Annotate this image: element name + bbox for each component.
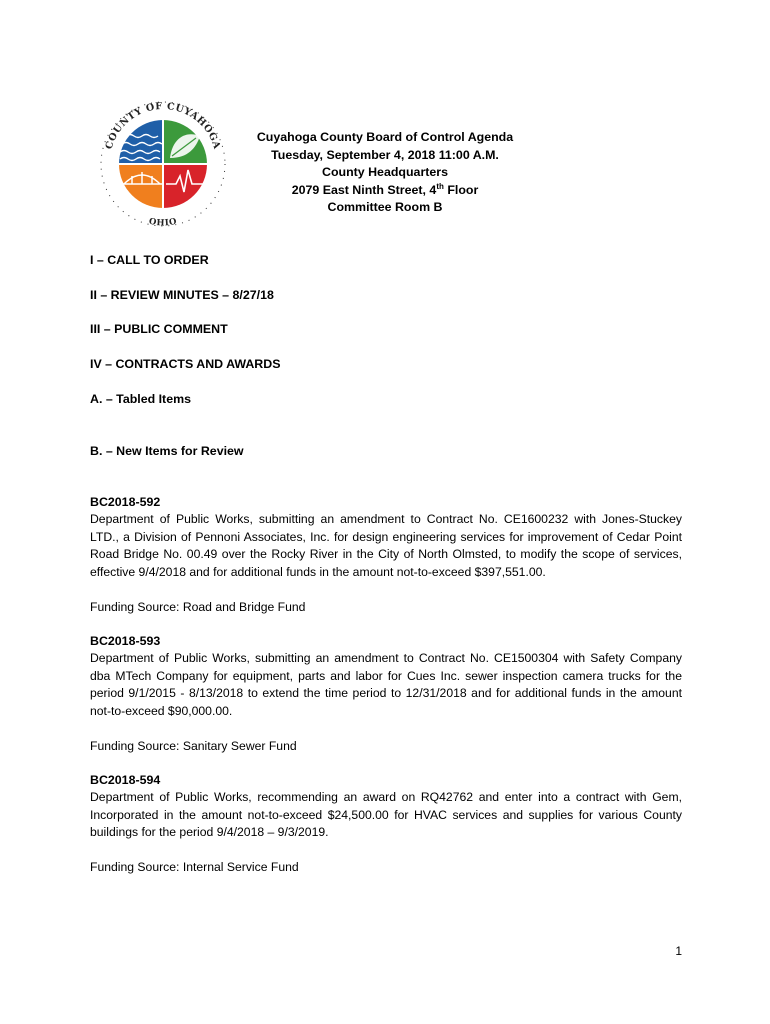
section-contracts-awards: IV – CONTRACTS AND AWARDS [90, 357, 281, 371]
page-number: 1 [675, 944, 682, 958]
agenda-header [230, 129, 540, 217]
section-new-items: B. – New Items for Review [90, 444, 244, 458]
section-public-comment: III – PUBLIC COMMENT [90, 322, 228, 336]
meeting-datetime: Tuesday, September 4, 2018 11:00 A.M. [271, 147, 499, 162]
item-id: BC2018-593 [90, 634, 161, 648]
seal-top-text: COUNTY OF CUYAHOGA [103, 100, 223, 151]
seal-bottom-text: OHIO [147, 216, 179, 229]
item-description: Department of Public Works, submitting an amendment to Contract No. CE1600232 with Jones-Stuckey LTD., a Division of Pennoni Associates, Inc. for design engineering services for improvement of Cedar Point Road Bridge No. 00.49 over the Rocky River in the City of North Olmsted, to modify the scope of services, effective 9/4/2018 and for additional funds in the amount not-to-exceed $397,551.00. [90, 512, 682, 579]
item-funding-source: Funding Source: Sanitary Sewer Fund [90, 739, 297, 753]
agenda-title: Cuyahoga County Board of Control Agenda [256, 130, 514, 144]
section-review-minutes: II – REVIEW MINUTES – 8/27/18 [90, 288, 274, 302]
item-funding-source: Funding Source: Road and Bridge Fund [90, 600, 306, 614]
section-call-to-order: I – CALL TO ORDER [90, 253, 209, 267]
item-id: BC2018-592 [90, 495, 161, 509]
section-tabled-items: A. – Tabled Items [90, 392, 191, 406]
meeting-location: County Headquarters [322, 165, 448, 180]
item-description: Department of Public Works, submitting an amendment to Contract No. CE1500304 with Safety Company dba MTech Company for equipment, parts and labor for Cues Inc. sewer inspection camera trucks for the period 9/1/2015 - 8/13/2018 to extend the time period to 12/31/2018 and for additional funds in the amount not-to-exceed $90,000.00. [90, 651, 682, 718]
county-seal-logo [96, 96, 230, 232]
item-description: Department of Public Works, recommending an award on RQ42762 and enter into a contract with Gem, Incorporated in the amount not-to-exceed $24,500.00 for HVAC services and supplies for various County buildings for the period 9/4/2018 – 9/3/2019. [90, 790, 682, 840]
item-funding-source: Funding Source: Internal Service Fund [90, 860, 299, 874]
seal-bridge-quadrant [119, 164, 163, 208]
meeting-address: 2079 East Ninth Street, 4th Floor [291, 181, 479, 197]
meeting-room: Committee Room B [327, 200, 443, 215]
item-id: BC2018-594 [90, 773, 161, 787]
